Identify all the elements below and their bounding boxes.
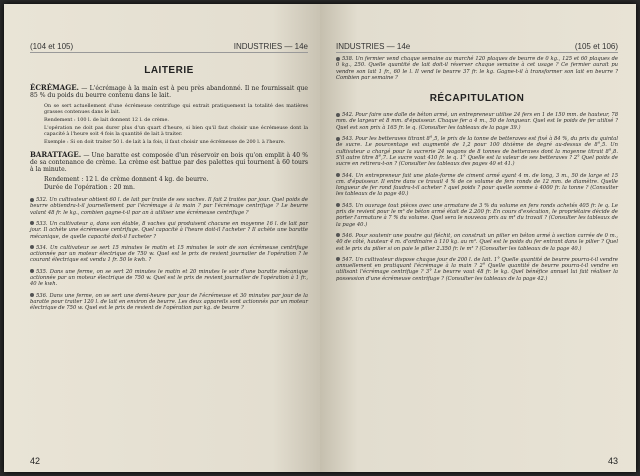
bullet-icon: [30, 198, 34, 202]
left-header-section: INDUSTRIES — 14e: [233, 42, 308, 51]
ecremage-note-1: On se sert actuellement d'une écrémeuse centrifuge qui extrait pratiquement la totalité des matières grasses contenues dans le lait.: [44, 102, 308, 115]
left-page-number: 42: [30, 456, 41, 466]
left-page: [4, 4, 320, 472]
barattage-text: — Une baratte est composée d'un réservoir en bois qu'on emplit à 40 % de sa contenance de crème. La crème est battue par des palettes qui tournent à 60 tours à la minute.: [30, 151, 309, 174]
exercise-538: 538. Un fermier vend chaque semaine au marché 120 plaques de beurre de 0 kg., 125 et 60 plaques de 0 kg., 250. Quelle quantité de lait doit-il réserver chaque semaine à cet usage ? Ce fermier aurait pu vendre son lait 1 fr., 60 le l. Il vend le beurre 37 fr. le kg. Gagne-t-il à transformer son lait en beurre ? Combien par semaine ?: [336, 56, 618, 81]
ecremage-text: — L'écrémage à la main est à peu près abandonné. Il ne fournissait que 85 % du poids du beurre contenu dans le lait.: [30, 85, 308, 100]
bullet-icon: [336, 233, 340, 237]
exercise-545: 545. Un ouvrage tout pièces avec une armature de 3 % du volume en fers ronds achetés 405 fr. le q. Le prix de revient pour le m³ de béton armé était de 2.200 fr. En cours d'exécution, le propriétaire décide de porter l'armature à 7 % du volume. Quel sera le nouveau prix au m³ du travail ? (Consulter les tableaux de la page 40.): [336, 202, 618, 228]
section-title-recapitulation: RÉCAPITULATION: [429, 93, 525, 105]
right-page-number: 43: [607, 456, 618, 466]
barattage-paragraph: [30, 151, 308, 174]
right-header-section: INDUSTRIES — 14e: [336, 42, 411, 51]
exercise-533: 533. Un cultivateur a, dans son étable, 8 vaches qui produisent chacune en moyenne 16 l. de lait par jour. Il achète une écrémeuse centrifuge. Quel capacité à l'heure doit-il l'acheter ? Il achète une baratte mécanique, de quelle capacité doit-il l'acheter ?: [30, 220, 308, 240]
left-running-header: [30, 42, 308, 53]
ecremage-note-4: Exemple : Si on doit traiter 50 l. de lait à la fois, il faut choisir une écrémeuse de 200 l. à l'heure.: [44, 138, 286, 145]
bullet-icon: [336, 57, 340, 61]
bullet-icon: [336, 113, 340, 117]
bullet-icon: [336, 173, 340, 177]
bullet-icon: [30, 221, 34, 225]
bullet-icon: [336, 257, 340, 261]
bullet-icon: [30, 293, 34, 297]
right-header-pages: (105 et 106): [574, 42, 618, 51]
ecremage-term: ÉCRÉMAGE.: [30, 83, 79, 92]
barattage-term: BARATTAGE.: [30, 149, 82, 159]
right-page: [320, 4, 636, 472]
book-spread: [4, 4, 636, 472]
barattage-rendement: Rendement : 12 l. de crème donnent 4 kg. de beurre.: [44, 176, 209, 184]
exercise-535: 535. Dans une ferme, on se sert 20 minutes le matin et 20 minutes le soir d'une baratte mécanique actionnée par un moteur électrique de 750 w. Quel est le prix de revient journalier de l'opération à 1 fr., 40 le kwh.: [30, 268, 308, 288]
bullet-icon: [30, 245, 34, 249]
barattage-duree: Durée de l'opération : 20 mn.: [44, 183, 135, 191]
exercise-546: 546. Pour soutenir une poutre qui fléchit, on construit un pilier en béton armé à section carrée de 0 m., 40 de côté, hauteur 4 m. d'ordinaire à 110 kg. au m³. Quel est le poids du fer entrant dans le pilier ? Quel est le prix du pilier si on paie le pilier 2.350 fr. le m³ ? (Consulter les tableaux de la page 40.): [336, 232, 618, 252]
ecremage-note-2: Rendement : 100 l. de lait donnent 12 l. de crème.: [44, 116, 169, 123]
exercise-544: 544. Un entrepreneur fait une plate-forme de ciment armé ayant 4 m. de long, 3 m., 50 de large et 15 cm. d'épaisseur. Il entre dans ce travail 4 % de ce volume de fers ronds de 12 mm. de diamètre. Quelle longueur de fer rond faudra-t-il acheter ? quel poids ? pour quelle somme à 4000 fr. la tonne ? (Consulter les tableaux de la page 40.): [336, 172, 618, 198]
left-header-pages: (104 et 105): [30, 42, 74, 51]
bullet-icon: [30, 269, 34, 273]
exercise-543: 543. Pour les betteraves titrant 8°,5, le prix de la tonne de betteraves est fixé à 84 %, du prix du quintal de sucre. Le pourcentage est augmenté de 1,2 pour 100 dixième de degré au-dessus de 8°,5. Un cultivateur a chargé pour la sucrerie 24 wagons de 8 tonnes de betteraves dont la moyenne titrait 8°,8. S'il autre titre 8°,7. Le sucre vaut 410 fr. le q. 1° Quelle est la valeur de ses betteraves ? 2° Quel poids de sucre en retirera-t-on ? (Consulter les tableaux des pages 40 et 41.): [336, 136, 618, 168]
exercise-532: 532. Un cultivateur obtient 60 l. de lait par traite de ses vaches. Il fait 2 traites par jour. Quel poids de beurre obtiendra-t-il journellement par l'écrémage à la main ? par l'écrémage centrifuge ? Le beurre valant 48 fr. le kg., combien gagne-t-il par an à utiliser une écrémeuse centrifuge ?: [30, 197, 308, 216]
ecremage-paragraph: [30, 84, 308, 100]
ecremage-note-3: L'opération ne doit pas durer plus d'un quart d'heure, si bien qu'il faut choisir une écrémeuse dont la capacité à l'heure soit 4 fois la quantité de lait à traiter.: [44, 124, 308, 137]
exercise-536: 536. Dans une ferme, on se sert une demi-heure par jour de l'écrémeuse et 30 minutes par jour de la baratte pour traiter 120 l. de lait en environ de beurre. Les deux appareils sont actionnés par un moteur électrique de 750 w. Quel est le prix de revient de l'opération par kg. de beurre ?: [30, 292, 308, 312]
exercise-542: 542. Pour faire une dalle de béton armé, un entrepreneur utilise 24 fers en 1 de 150 mm. de hauteur, 78 mm. de largeur et 8 mm. d'épaisseur. Chaque fer a 4 m., 50 de longueur. Quel est le poids de fer utilisé ? Quel est son prix à 165 fr. le q. (Consulter les tableaux de la page 39.): [336, 112, 618, 131]
exercise-534: 534. Un cultivateur se sert 15 minutes le matin et 15 minutes le soir de son écrémeuse centrifuge actionnée par un moteur électrique de 750 w. Quel est le prix de revient journalier de l'opération ? le courant électrique est vendu 1 fr. 50 le kwh. ?: [30, 244, 308, 264]
right-running-header: [336, 42, 618, 53]
section-title-laiterie: LAITERIE: [144, 65, 194, 76]
bullet-icon: [336, 203, 340, 207]
exercise-547: 547. Un cultivateur dispose chaque jour de 200 l. de lait. 1° Quelle quantité de beurre pourra-t-il vendre annuellement en pratiquant l'écrémage à la main ? 2° Quelle quantité de beurre pourra-t-il vendre en utilisant l'écrémage centrifuge ? 3° Le beurre vaut 48 fr. le kg. Quel bénéfice annuel lui fait réaliser la possession d'une écrémeuse centrifuge ? (Consulter les tableaux de la page 42.): [336, 256, 618, 282]
bullet-icon: [336, 137, 340, 141]
